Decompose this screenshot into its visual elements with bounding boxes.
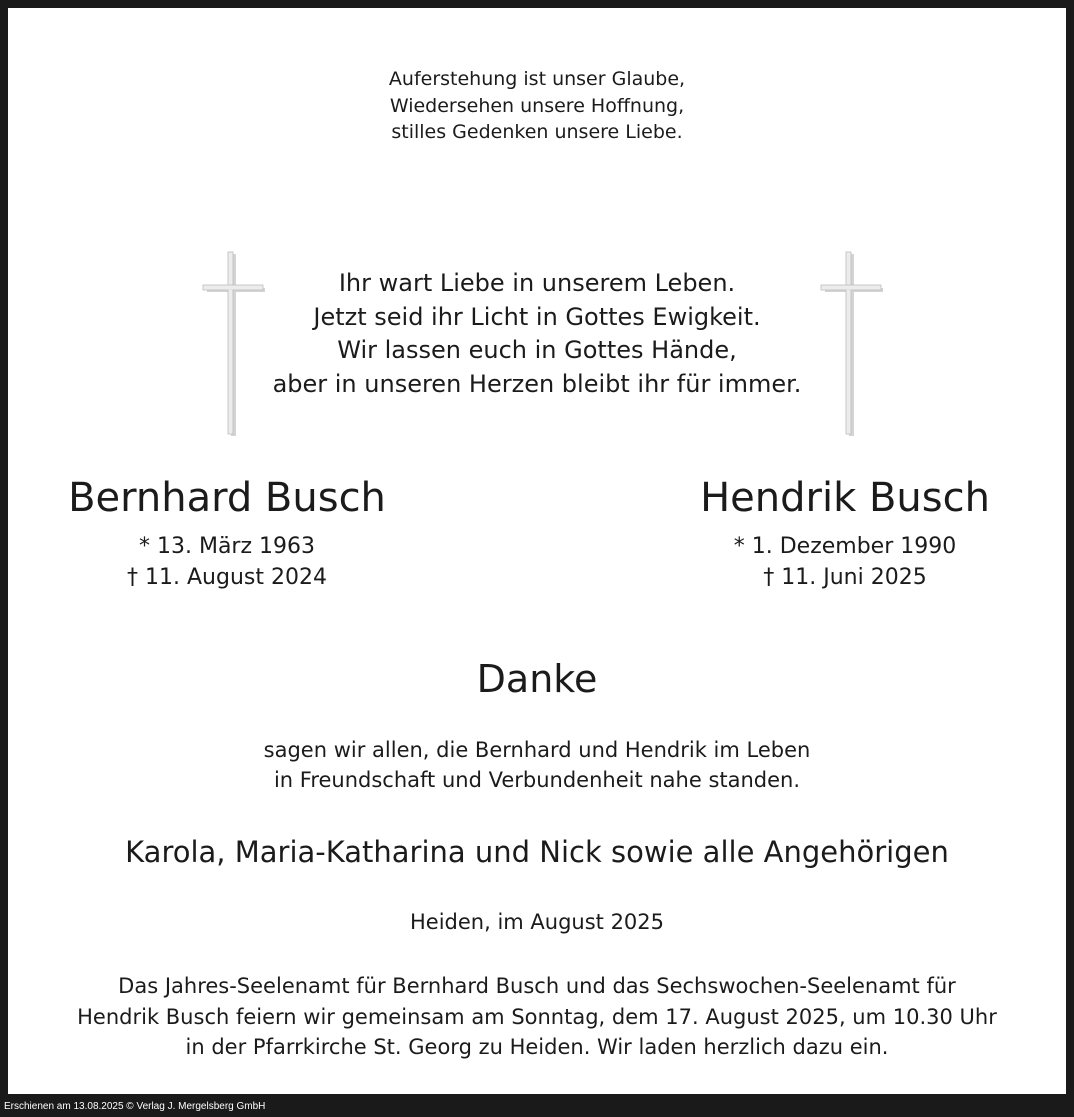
verse-line: Ihr wart Liebe in unserem Leben. (338, 269, 736, 297)
obituary-card (8, 8, 1066, 1094)
motto-line: stilles Gedenken unsere Liebe. (391, 121, 683, 143)
service-line: Hendrik Busch feiern wir gemeinsam am Sonntag, dem 17. August 2025, um 10.30 Uhr (77, 1004, 997, 1029)
service-notice (8, 971, 1066, 1063)
thanks-heading: Danke (476, 657, 598, 701)
verse (8, 267, 1066, 401)
death-date: † 11. August 2024 (127, 565, 327, 590)
birth-date: * 13. März 1963 (138, 534, 315, 559)
deceased-hendrik (635, 471, 1055, 593)
motto (8, 66, 1066, 146)
birth-date: * 1. Dezember 1990 (733, 534, 957, 559)
place-date: Heiden, im August 2025 (409, 910, 665, 934)
service-line: in der Pfarrkirche St. Georg zu Heiden. Wir laden herzlich dazu ein. (185, 1035, 889, 1059)
motto-line: Wiedersehen unsere Hoffnung, (389, 94, 685, 117)
publication-footer: Erschienen am 13.08.2025 © Verlag J. Mergelsberg GmbH (4, 1101, 266, 1112)
thanks-line: in Freundschaft und Verbundenheit nahe standen. (273, 767, 801, 792)
deceased-bernhard (17, 471, 437, 593)
verse-line: aber in unseren Herzen bleibt ihr für immer. (272, 369, 802, 398)
motto-line: Auferstehung ist unser Glaube, (388, 68, 686, 90)
deceased-name: Bernhard Busch (68, 475, 386, 521)
deceased-name: Hendrik Busch (700, 475, 990, 521)
thanks-line: sagen wir allen, die Bernhard und Hendrik im Leben (263, 738, 811, 762)
service-line: Das Jahres-Seelenamt für Bernhard Busch und das Sechswochen-Seelenamt für (118, 974, 956, 998)
family-signature: Karola, Maria-Katharina und Nick sowie alle Angehörigen (125, 835, 949, 869)
thanks-text (8, 736, 1066, 795)
verse-line: Wir lassen euch in Gottes Hände, (337, 336, 737, 364)
verse-line: Jetzt seid ihr Licht in Gottes Ewigkeit. (313, 302, 761, 331)
death-date: † 11. Juni 2025 (763, 565, 927, 590)
